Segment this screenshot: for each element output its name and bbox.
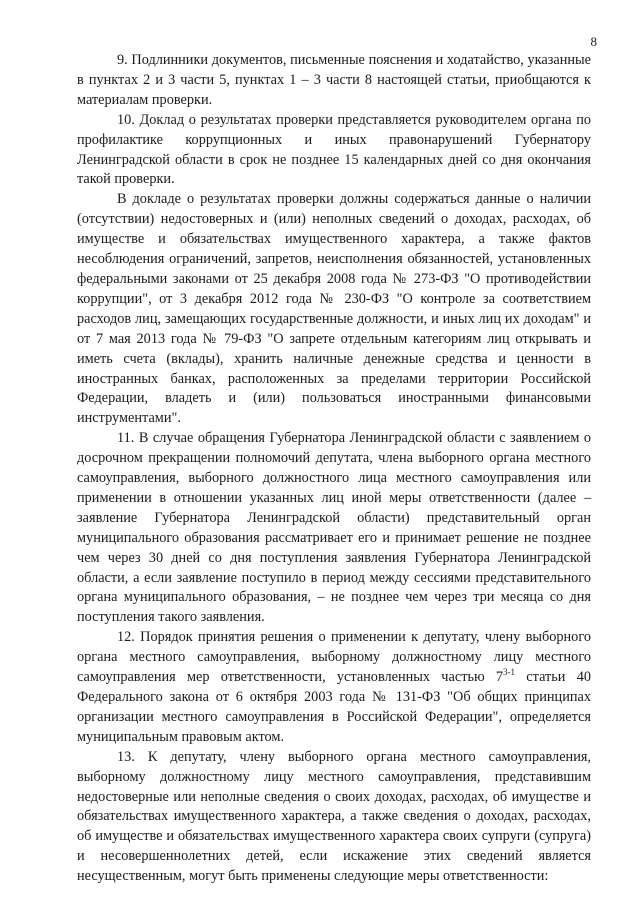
paragraph-item-9: 9. Подлинники документов, письменные пояснения и ходатайство, указанные в пунктах 2 и 3 части 5, пунктах 1 – 3 части 8 настоящей статьи, приобщаются к материалам проверки. <box>77 52 591 108</box>
paragraph-report-content: В докладе о результатах проверки должны содержаться данные о наличии (отсутствии) недостоверных и (или) неполных сведений о доходах, расходах, об имуществе и обязательствах имущественного характера, а также фактов несоблюдения ограничений, запретов, неисполнения обязанностей, установленных федеральными законами от 25 декабря 2008 года № 273-ФЗ "О противодействии коррупции", от 3 декабря 2012 года № 230-ФЗ "О контроле за соответствием расходов лиц, замещающих государственные должности, и иных лиц их доходам" и от 7 мая 2013 года № 79-ФЗ "О запрете отдельным категориям лиц открывать и иметь счета (вклады), хранить наличные денежные средства и ценности в иностранных банках, расположенных за пределами территории Российской Федерации, владеть и (или) пользоваться иностранными финансовыми инструментами". <box>77 191 591 427</box>
superscript-reference: 3-1 <box>503 667 516 678</box>
document-body <box>77 51 591 887</box>
paragraph-item-12 <box>77 628 591 747</box>
paragraph-item-12-text-before: 12. Порядок принятия решения о применении к депутату, члену выборного органа местного самоуправления, выборному должностному лицу местного самоуправления мер ответственности, установленных частью 7 <box>77 629 591 686</box>
page-number: 8 <box>590 34 597 49</box>
paragraph-item-12-text-after: статьи 40 Федерального закона от 6 октября 2003 года № 131-ФЗ "Об общих принципах организации местного самоуправления в Российской Федерации", определяется муниципальным правовым актом. <box>77 669 592 745</box>
paragraph-item-10: 10. Доклад о результатах проверки представляется руководителем органа по профилактике коррупционных и иных правонарушений Губернатору Ленинградской области в срок не позднее 15 календарных дней со дня окончания такой проверки. <box>77 111 591 188</box>
paragraph-item-11: 11. В случае обращения Губернатора Ленинградской области с заявлением о досрочном прекращении полномочий депутата, члена выборного органа местного самоуправления, выборного должностного лица местного самоуправления или применении в отношении указанных лиц иной меры ответственности (далее – заявление Губернатора Ленинградской области) представительный орган муниципального образования рассматривает его и принимает решение не позднее чем через 30 дней со дня поступления заявления Губернатора Ленинградской области, а если заявление поступило в период между сессиями представительного органа муниципального образования, – не позднее чем через три месяца со дня поступления такого заявления. <box>77 430 591 626</box>
paragraph-item-13: 13. К депутату, члену выборного органа местного самоуправления, выборному должностному лицу местного самоуправления, представившим недостоверные или неполные сведения о своих доходах, расходах, об имуществе и обязательствах имущественного характера, а также сведения о доходах, расходах, об имуществе и обязательствах имущественного характера своих супруги (супруга) и несовершеннолетних детей, если искажение этих сведений является несущественным, могут быть применены следующие меры ответственности: <box>77 748 591 885</box>
